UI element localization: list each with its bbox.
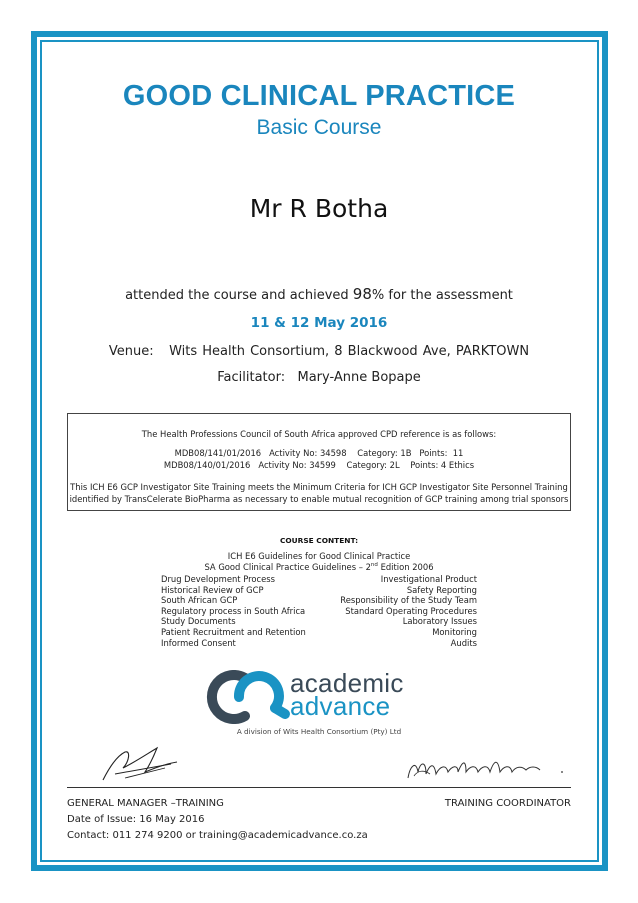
logo-text-academic: academic [290, 668, 404, 698]
cpd-ref-1: MDB08/141/01/2016 Activity No: 34598 Category: 1B Points: 11 [174, 448, 464, 458]
general-manager-signature [95, 738, 185, 786]
topic-right: Investigational Product [380, 574, 477, 584]
achievement-statement [0, 285, 638, 303]
facilitator-label: Facilitator: [217, 370, 286, 385]
topic-left: Patient Recruitment and Retention [161, 626, 306, 637]
signature-line [67, 787, 571, 788]
topic-left: Historical Review of GCP [161, 584, 264, 595]
topic-row [161, 595, 477, 606]
contact-info: Contact: 011 274 9200 or training@academicadvance.co.za [67, 830, 368, 841]
assessment-score: 98 [352, 285, 372, 303]
topic-right: Audits [450, 637, 477, 648]
certificate-subtitle: Basic Course [256, 116, 382, 139]
topic-row [161, 606, 477, 617]
topic-left: South African GCP [161, 595, 238, 606]
guideline-ich: ICH E6 Guidelines for Good Clinical Practice [227, 551, 411, 561]
cpd-ref-2: MDB08/140/01/2016 Activity No: 34599 Category: 2L Points: 4 Ethics [163, 460, 475, 470]
topic-left: Study Documents [161, 616, 236, 627]
logo-text-advance: advance [290, 691, 391, 721]
topic-right: Monitoring [432, 626, 477, 637]
recipient-name: Mr R Botha [249, 194, 389, 223]
topic-row [161, 616, 477, 627]
achievement-suffix: % for the assessment [371, 288, 513, 303]
topic-row [161, 585, 477, 596]
achievement-prefix: attended the course and achieved [125, 288, 353, 303]
topic-row [161, 627, 477, 638]
guideline-sa-sup: nd [370, 562, 378, 569]
course-dates: 11 & 12 May 2016 [250, 315, 388, 331]
ich-note-line-1: This ICH E6 GCP Investigator Site Training meets the Minimum Criteria for ICH GCP Investigator Site Personnel Training [70, 482, 568, 492]
general-manager-label: GENERAL MANAGER –TRAINING [67, 798, 224, 809]
guideline-sa-prefix: SA Good Clinical Practice Guidelines – 2 [204, 562, 371, 572]
ich-note [68, 481, 570, 505]
course-content-title: COURSE CONTENT: [279, 536, 359, 545]
topic-left: Informed Consent [161, 637, 236, 648]
ich-note-line-2: identified by TransCelerate BioPharma as necessary to enable mutual recognition of GCP training among trial sponsors [69, 494, 569, 504]
issue-date: Date of Issue: 16 May 2016 [67, 814, 205, 825]
topic-right: Standard Operating Procedures [345, 605, 477, 616]
division-note: A division of Wits Health Consortium (Pty) Ltd [236, 727, 402, 736]
training-coordinator-label: TRAINING COORDINATOR [444, 798, 571, 809]
guideline-sa-suffix: Edition 2006 [377, 562, 434, 572]
topic-left: Drug Development Process [161, 574, 275, 584]
venue-line [0, 344, 638, 359]
training-coordinator-signature [400, 752, 575, 784]
topic-right: Responsibility of the Study Team [340, 595, 477, 606]
topic-row [161, 574, 477, 585]
certificate-title: GOOD CLINICAL PRACTICE [122, 80, 516, 112]
guideline-sa [0, 562, 638, 572]
facilitator-value: Mary-Anne Bopape [297, 370, 421, 385]
topic-row [161, 638, 477, 649]
venue-value: Wits Health Consortium, 8 Blackwood Ave, PARKTOWN [169, 344, 530, 359]
facilitator-line [0, 370, 638, 385]
topic-right: Laboratory Issues [402, 616, 477, 627]
course-topics [161, 574, 477, 648]
topic-right: Safety Reporting [406, 584, 477, 595]
topic-left: Regulatory process in South Africa [161, 605, 306, 616]
cpd-intro: The Health Professions Council of South Africa approved CPD reference is as follows: [141, 429, 497, 439]
cpd-reference-box [67, 413, 571, 511]
venue-label: Venue: [108, 344, 154, 359]
